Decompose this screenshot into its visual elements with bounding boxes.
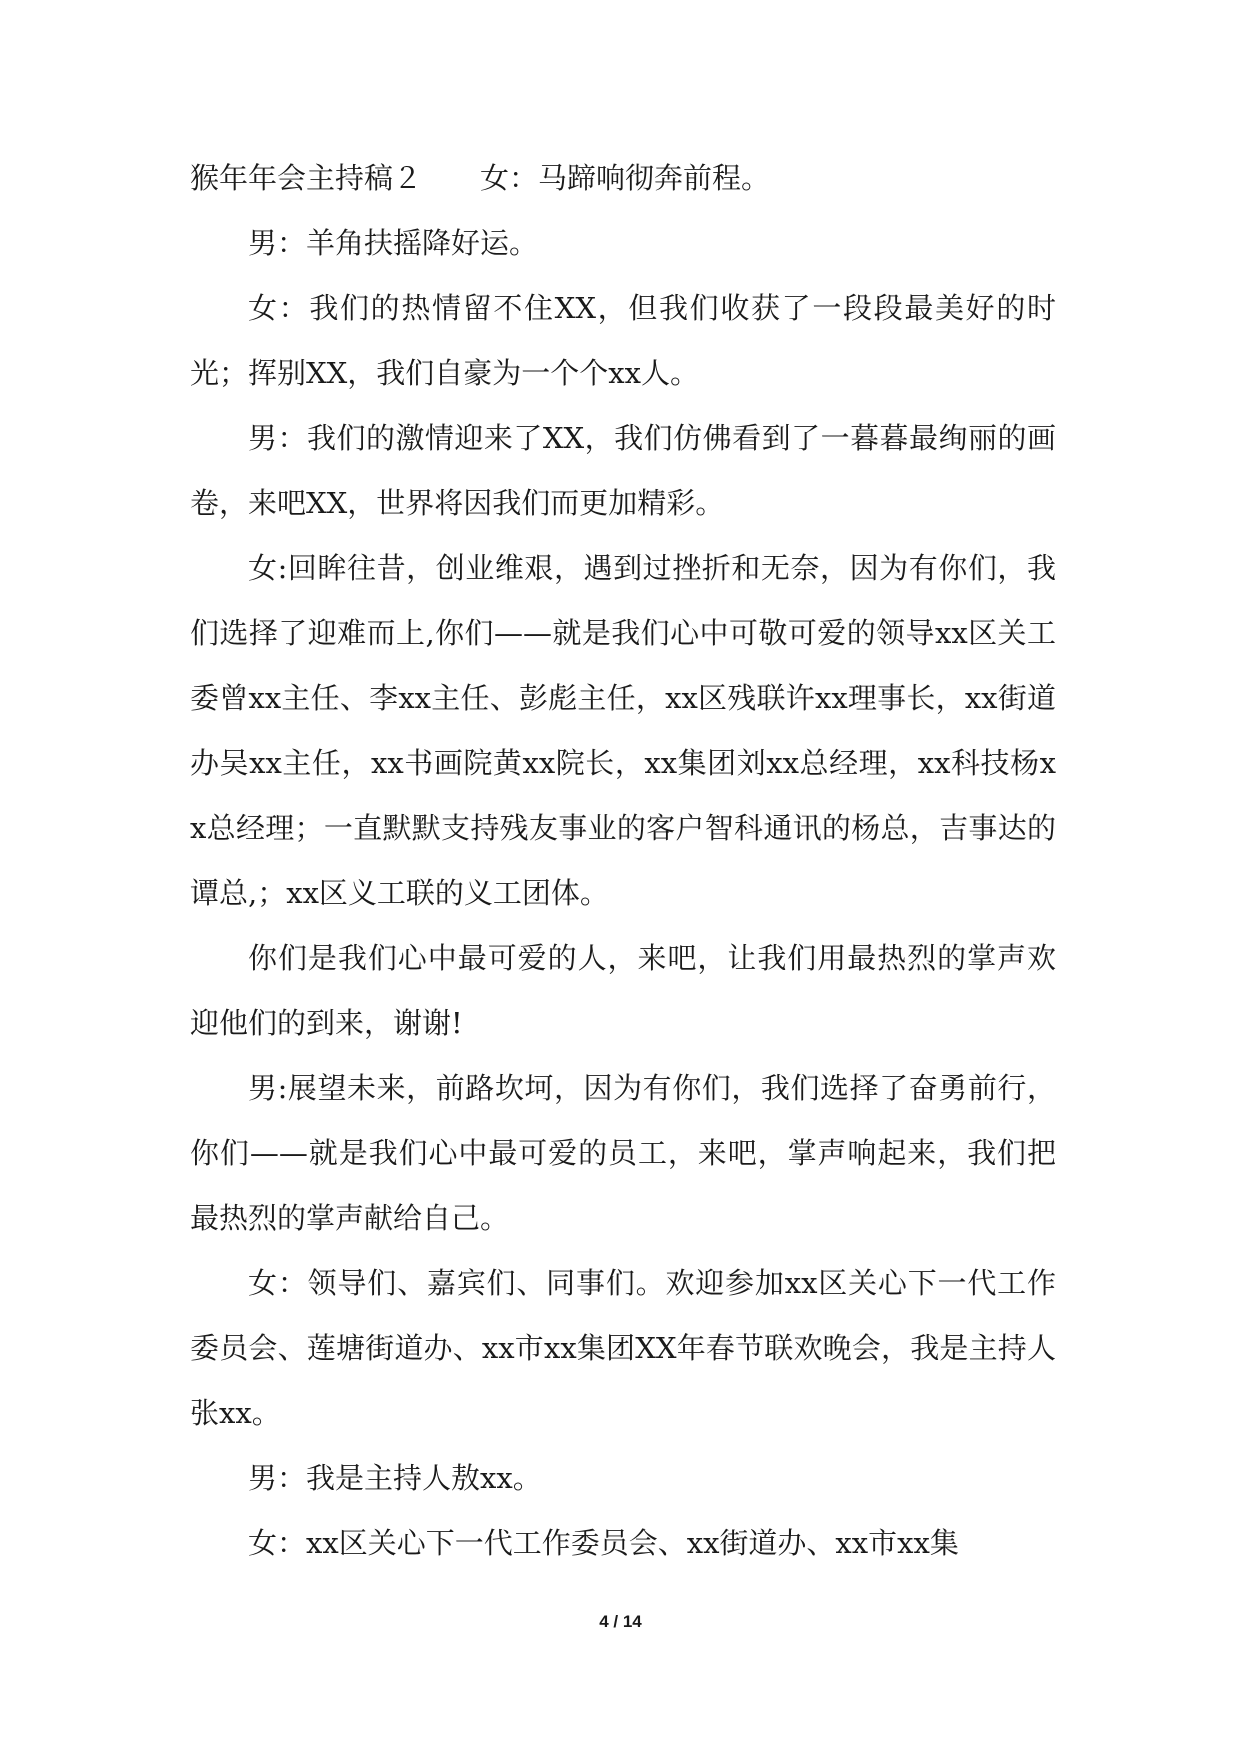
paragraph-3: 女：我们的热情留不住XX，但我们收获了一段段最美好的时光；挥别XX，我们自豪为一个个xx人。 (190, 291, 1056, 390)
paragraph-5: 女:回眸往昔，创业维艰，遇到过挫折和无奈，因为有你们，我们选择了迎难而上,你们——就是我们心中可敬可爱的领导xx区关工委曾xx主任、李xx主任、彭彪主任，xx区残联许xx理事长，xx街道办吴xx主任，xx书画院黄xx院长，xx集团刘xx总经理，xx科技杨xx总经理；一直默默支持残友事业的客户智科通讯的杨总，吉事达的谭总,；xx区义工联的义工团体。 (190, 551, 1056, 910)
page-number: 4 / 14 (599, 1612, 642, 1631)
paragraph-8: 女：领导们、嘉宾们、同事们。欢迎参加xx区关心下一代工作委员会、莲塘街道办、xx市xx集团XX年春节联欢晚会，我是主持人张xx。 (190, 1266, 1056, 1430)
paragraph-2: 男：羊角扶摇降好运。 (248, 226, 539, 260)
body-text (190, 146, 1056, 1576)
paragraph-4: 男：我们的激情迎来了XX，我们仿佛看到了一暮暮最绚丽的画卷，来吧XX，世界将因我们而更加精彩。 (190, 421, 1056, 520)
paragraph-7: 男:展望未来，前路坎坷，因为有你们，我们选择了奋勇前行，你们——就是我们心中最可爱的员工，来吧，掌声响起来，我们把最热烈的掌声献给自己。 (190, 1071, 1056, 1235)
paragraph-9: 男：我是主持人敖xx。 (248, 1461, 542, 1495)
paragraph-6: 你们是我们心中最可爱的人，来吧，让我们用最热烈的掌声欢迎他们的到来，谢谢! (190, 941, 1056, 1040)
paragraph-1: 猴年年会主持稿２ 女：马蹄响彻奔前程。 (190, 161, 771, 195)
paragraph-10: 女：xx区关心下一代工作委员会、xx街道办、xx市xx集 (248, 1526, 959, 1560)
